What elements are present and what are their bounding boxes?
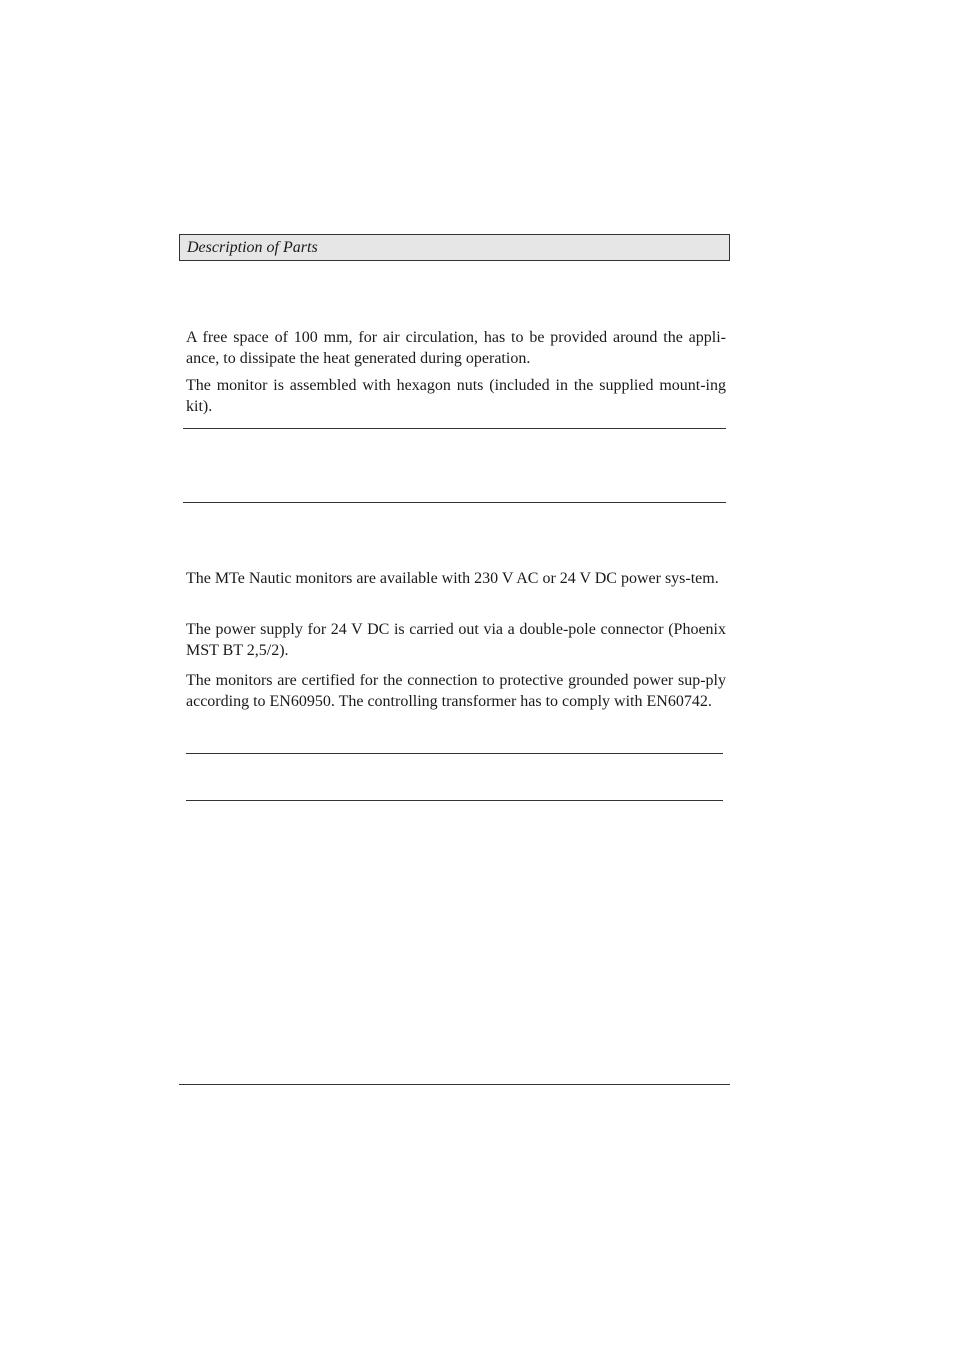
paragraph-air-circulation: A free space of 100 mm, for air circulation, has to be provided around the appli-ance, to dissipate the heat generated during operation. [186, 329, 726, 367]
note-rule-top [183, 428, 726, 429]
paragraph-certification: The monitors are certified for the connection to protective grounded power sup-ply according to EN60950. The controlling transformer has to comply with EN60742. [186, 672, 726, 710]
note-rule-bottom [183, 502, 726, 503]
paragraph-power-system: The MTe Nautic monitors are available with 230 V AC or 24 V DC power sys-tem. [186, 570, 719, 587]
header-title: Description of Parts [187, 239, 318, 256]
footer-rule [179, 1084, 730, 1085]
note-rule-top-2 [186, 753, 723, 754]
note-rule-bottom-2 [186, 800, 723, 801]
paragraph-hexagon-nuts: The monitor is assembled with hexagon nuts (included in the supplied mount-ing kit). [186, 377, 726, 415]
paragraph-power-supply: The power supply for 24 V DC is carried out via a double-pole connector (Phoenix MST BT 2,5/2). [186, 621, 726, 659]
running-header [179, 234, 730, 261]
